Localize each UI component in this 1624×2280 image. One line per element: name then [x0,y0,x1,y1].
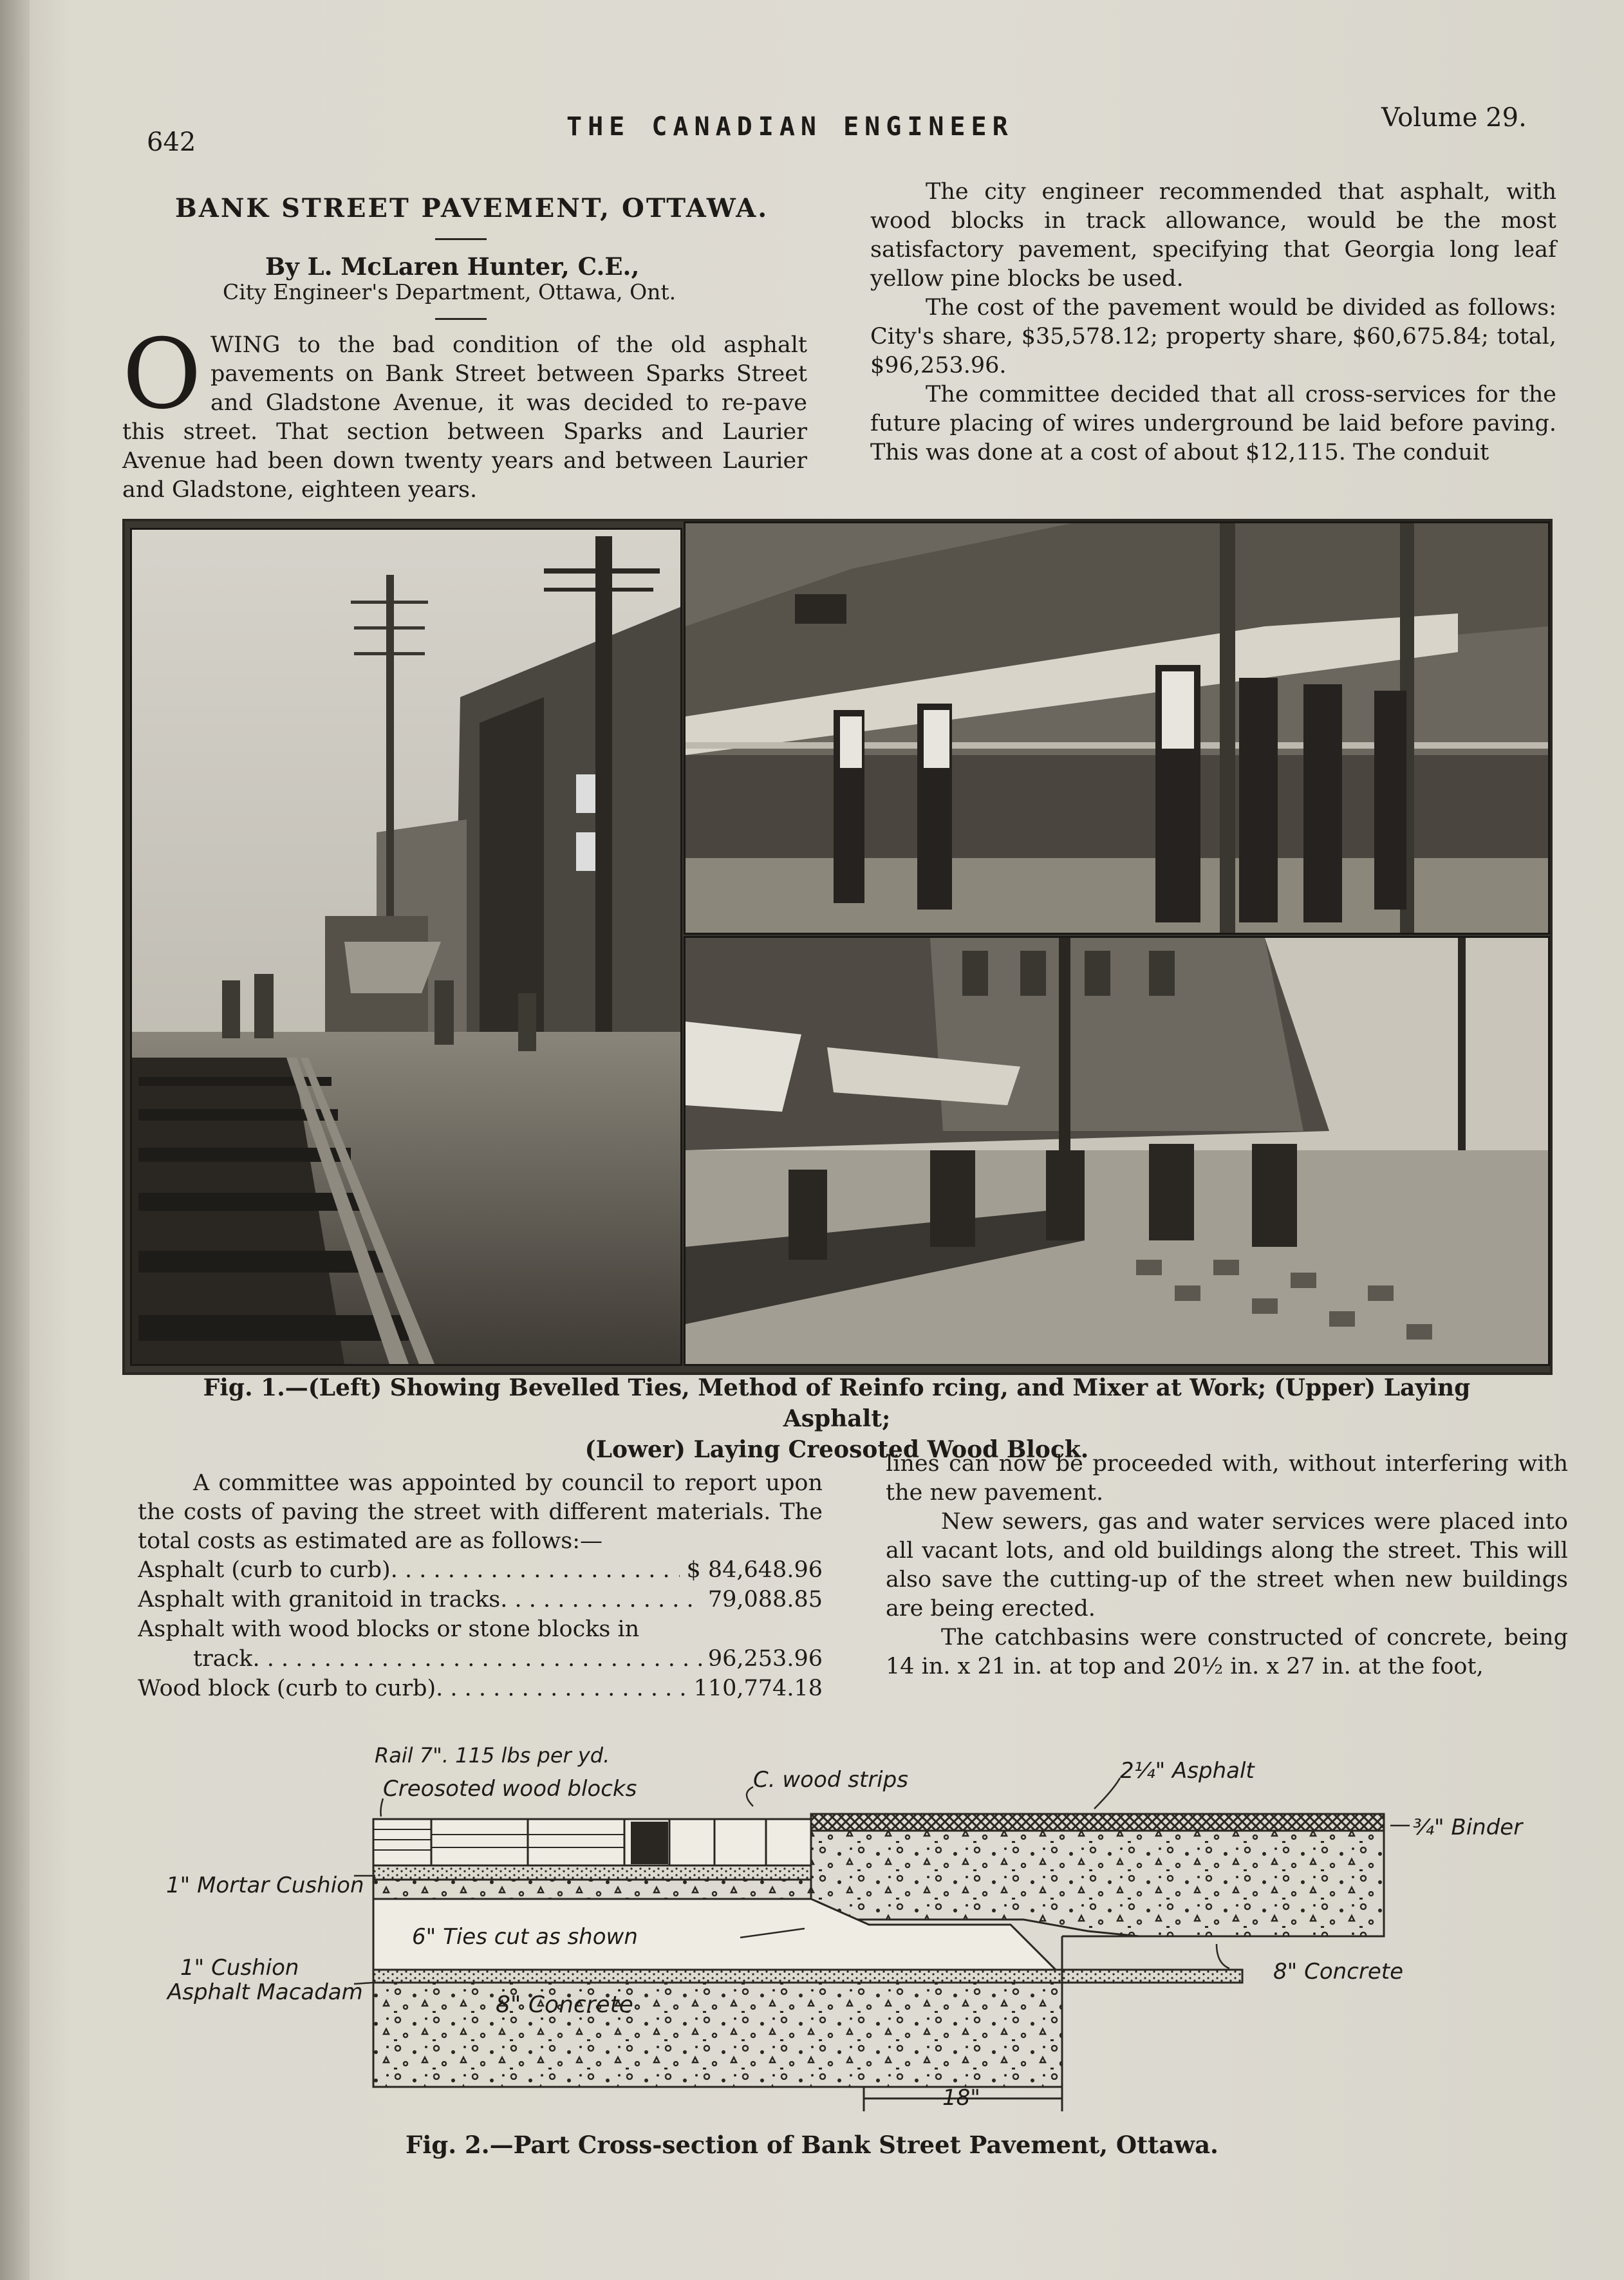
mortar-cushion [373,1865,811,1880]
figure-1-photos [122,519,1553,1375]
page-number: 642 [147,127,196,157]
cost-row [138,1674,823,1703]
cost-value [816,1614,823,1644]
asphalt-layer [811,1814,1384,1831]
lower-wood-block-photo [684,936,1550,1366]
byline-rule [435,318,487,320]
intro-paragraph: WING to the bad condition of the old asphalt pavements on Bank Street between Sparks Street and Gladstone Avenue, it was decided to re-pave this street. That section between Sparks and Laurier Avenue had been down twenty years and between Laurier and Gladstone, eighteen years. [122,332,807,503]
affiliation: City Engineer's Department, Ottawa, Ont. [223,279,677,304]
label-bottom-concrete: 8" Concrete [496,1992,633,2018]
byline: By L. McLaren Hunter, C.E., [265,252,640,281]
label-mortar-cushion: 1" Mortar Cushion [166,1873,364,1898]
label-binder: ¾" Binder [1413,1815,1523,1840]
cost-label: Asphalt with granitoid in tracks [138,1587,501,1612]
paragraph: The city engineer recommended that asphalt, with wood blocks in track allowance, would be the most satisfactory pavement, specifying that Georgia long leaf yellow pine blocks be used. [870,179,1556,292]
cost-row [138,1644,823,1674]
left-track-mixer-photo [130,528,682,1366]
paragraph: lines can now be proceeded with, without interfering with the new pavement. [886,1451,1568,1506]
cost-label: Asphalt (curb to curb) [138,1557,391,1583]
cost-label: Wood block (curb to curb) [138,1676,436,1701]
volume-label: Volume 29. [1381,103,1527,133]
leader-dots [252,1644,701,1674]
leader-dots [500,1585,702,1614]
figure-2-cross-section [161,1732,1551,2131]
label-wood-strips: C. wood strips [753,1767,908,1793]
committee-column [138,1469,823,1556]
drop-cap: O [122,319,201,431]
paragraph: The catchbasins were constructed of concrete, being 14 in. x 21 in. at top and 20½ in. x 27 in. at the foot, [886,1625,1568,1679]
leader-dots [436,1674,687,1703]
upper-laying-asphalt-photo [684,521,1550,935]
cost-row [138,1614,823,1644]
cost-row [138,1585,823,1614]
intro-column [122,319,807,505]
cost-label: track [193,1646,253,1672]
cost-row [138,1555,823,1585]
cost-value: 96,253.96 [707,1646,823,1672]
cost-value: 110,774.18 [693,1676,823,1701]
cost-value: $ 84,648.96 [686,1557,823,1583]
label-right-concrete: 8" Concrete [1273,1959,1404,1985]
label-cushion: 1" Cushion [180,1955,299,1981]
figure-1-caption-line-1: Fig. 1.—(Left) Showing Bevelled Ties, Method of Reinfo rcing, and Mixer at Work; (Upper) Laying Asphalt; [203,1374,1471,1432]
cost-estimate-table [138,1555,823,1703]
label-creosoted-wood-blocks: Creosoted wood blocks [383,1776,637,1802]
paragraph: A committee was appointed by council to report upon the costs of paving the street with different materials. The total costs as estimated are as follows:— [138,1470,823,1554]
leader-dots [391,1555,680,1585]
label-asphalt-macadam: Asphalt Macadam [167,1979,363,2005]
running-head [0,103,1624,157]
book-spine-shadow [0,0,30,2280]
mortar-gravel [373,1880,811,1899]
journal-title: THE CANADIAN ENGINEER [566,112,1014,142]
cost-label: Asphalt with wood blocks or stone blocks in [138,1616,640,1642]
paragraph: The cost of the pavement would be divided as follows: City's share, $35,578.12; property share, $60,675.84; total, $96,253.96. [870,295,1556,378]
label-rail: Rail 7". 115 lbs per yd. [375,1743,610,1768]
label-dimension-18in: 18" [942,2085,980,2111]
article-title: BANK STREET PAVEMENT, OTTAWA. [175,193,769,223]
rail [631,1822,668,1864]
label-ties: 6" Ties cut as shown [412,1924,638,1950]
paragraph: New sewers, gas and water services were placed into all vacant lots, and old buildings along the street. This will also save the cutting-up of the street when new buildings are being erected. [886,1509,1568,1621]
cushion-layer [373,1970,1242,1983]
figure-1-caption-line-2: (Lower) Laying Creosoted Wood Block. [584,1436,1089,1463]
cost-value: 79,088.85 [707,1587,823,1612]
label-asphalt: 2¼" Asphalt [1120,1758,1255,1784]
figure-2-caption: Fig. 2.—Part Cross-section of Bank Street Pavement, Ottawa. [406,2131,1218,2159]
paragraph: The committee decided that all cross-services for the future placing of wires underground be laid before paving. This was done at a cost of about $12,115. The conduit [870,382,1556,465]
creosoted-wood-blocks [373,1819,811,1865]
title-rule [435,238,487,240]
right-concrete-layer [811,1831,1384,1936]
right-bottom-column [886,1450,1568,1681]
right-top-column [870,178,1556,467]
